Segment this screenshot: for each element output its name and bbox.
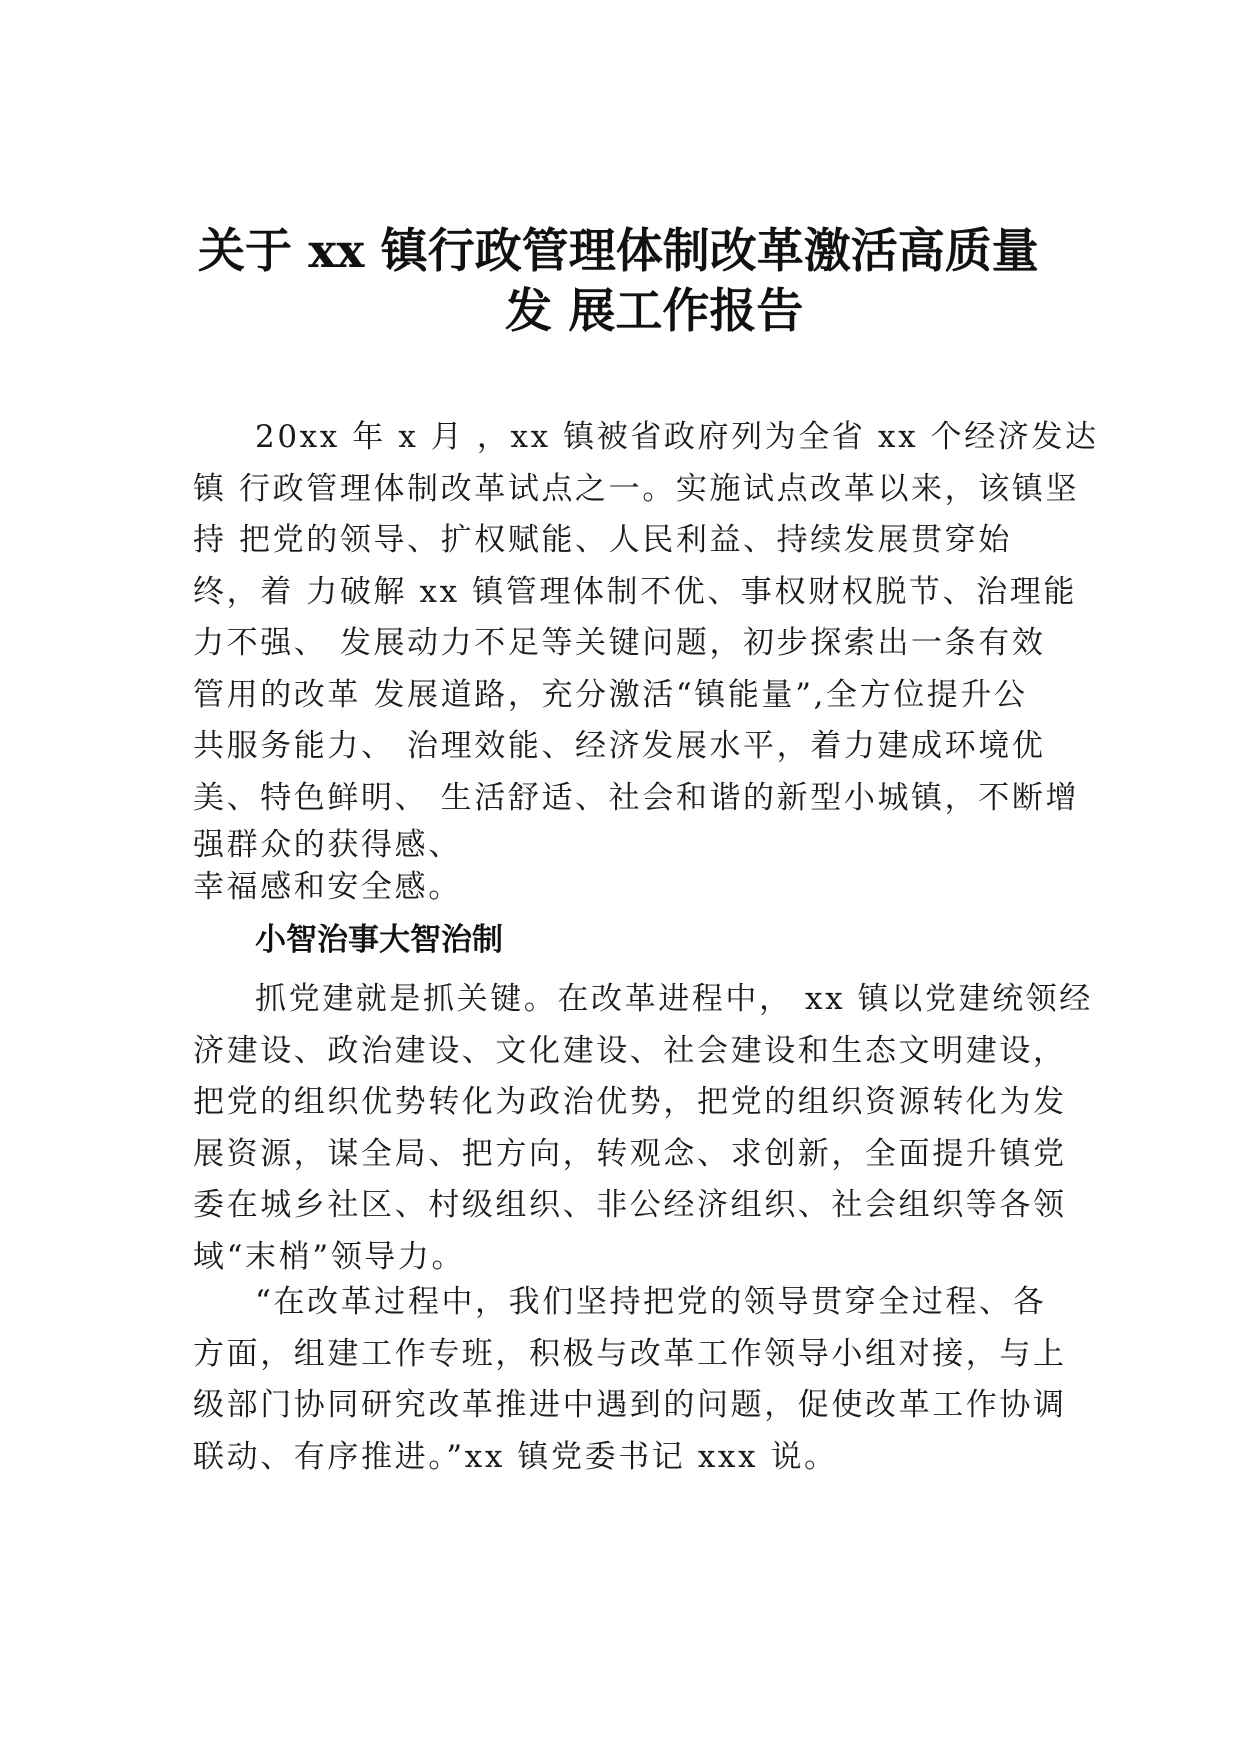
intro-paragraph [193,412,1099,908]
paragraph-line: 终，着 力破解 xx 镇管理体制不优、事权财权脱节、治理能 [193,573,1077,610]
paragraph-line: 委在城乡社区、村级组织、非公经济组织、社会组织等各领 [193,1187,1067,1224]
paragraph-line: 联动、有序推进。”xx 镇党委书记 xxx 说。 [193,1438,838,1475]
paragraph-line: 共服务能力、 治理效能、经济发展水平，着力建成环境优 [193,728,1046,764]
paragraph-line: 持 把党的领导、扩权赋能、人民利益、持续发展贯穿始 [193,522,1012,558]
section-heading: 小智治事大智治制 [255,922,503,958]
quote-paragraph [193,1277,1067,1483]
title-line-1: 关于 xx 镇行政管理体制改革激活高质量 [198,224,1039,279]
paragraph-line: 济建设、政治建设、文化建设、社会建设和生态文明建设， [193,1032,1067,1069]
paragraph-line: 把党的组织优势转化为政治优势，把党的组织资源转化为发 [193,1084,1067,1121]
paragraph-line: 20xx 年 x 月 ，xx 镇被省政府列为全省 xx 个经济发达 [255,419,1099,455]
paragraph-line: 展资源，谋全局、把方向，转观念、求创新，全面提升镇党 [193,1135,1067,1172]
paragraph-line: 镇 行政管理体制改革试点之一。实施试点改革以来，该镇坚 [193,470,1080,507]
paragraph-line: 管用的改革 发展道路，充分激活“镇能量”,全方位提升公 [193,676,1028,713]
paragraph-line: 级部门协同研究改革推进中遇到的问题，促使改革工作协调 [193,1387,1067,1424]
paragraph-line: 美、特色鲜明、 生活舒适、社会和谐的新型小城镇，不断增 [193,779,1080,816]
document-title [150,222,1050,342]
paragraph-line: 强群众的获得感、 [193,827,462,863]
body-paragraph [193,974,1093,1284]
paragraph-line: 抓党建就是抓关键。在改革进程中， xx 镇以党建统领经 [255,981,1093,1017]
paragraph-line: 方面，组建工作专班，积极与改革工作领导小组对接，与上 [193,1335,1067,1372]
title-line-2: 发 展工作报告 [505,284,804,339]
paragraph-line: 幸福感和安全感。 [193,869,462,905]
paragraph-line: 域“末梢”领导力。 [193,1238,466,1275]
paragraph-line: 力不强、 发展动力不足等关键问题，初步探索出一条有效 [193,625,1046,661]
paragraph-line: “在改革过程中，我们坚持把党的领导贯穿全过程、各 [255,1284,1047,1320]
